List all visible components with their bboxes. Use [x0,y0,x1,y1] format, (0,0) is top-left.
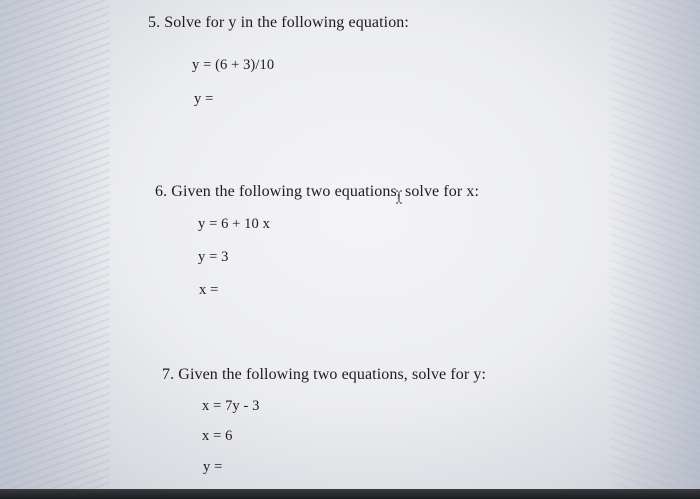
question-7-prompt: 7. Given the following two equations, solve for y: [162,366,487,383]
question-5-equation: y = (6 + 3)/10 [192,57,275,73]
question-7-equation-2: x = 6 [202,428,233,444]
monitor-bezel [0,489,700,499]
question-6-equation-1: y = 6 + 10 x [198,216,270,232]
text-cursor-icon [395,190,403,204]
screen-moire-left [0,0,110,499]
question-6-answer[interactable]: x = [199,282,219,298]
question-7-equation-1: x = 7y - 3 [202,398,260,414]
question-7-answer[interactable]: y = [203,459,223,475]
screen-moire-right [610,0,700,499]
question-6-equation-2: y = 3 [198,249,229,265]
question-5-answer[interactable]: y = [194,91,214,107]
question-5-prompt: 5. Solve for y in the following equation: [148,14,409,31]
question-6-prompt: 6. Given the following two equations, solve for x: [155,183,480,200]
